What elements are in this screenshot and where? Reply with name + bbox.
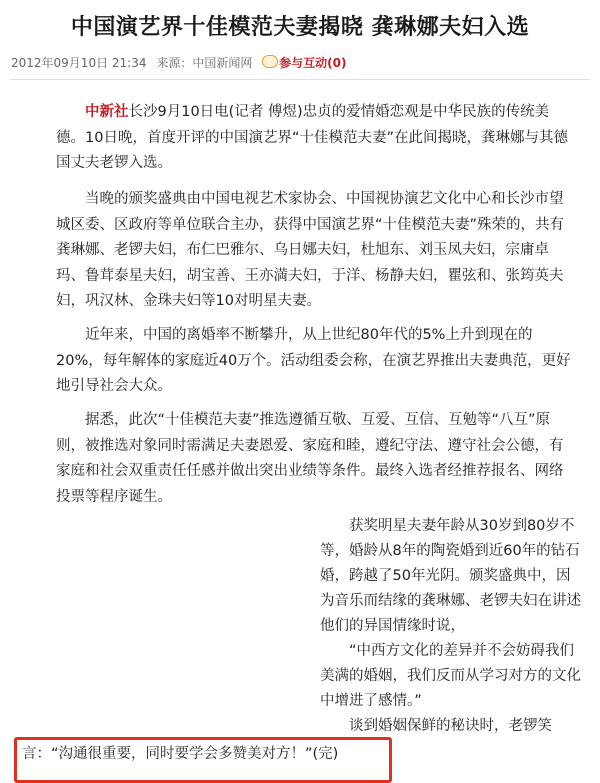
interact-link[interactable]: 参与互动(0) <box>279 56 347 70</box>
article-source: 来源：中国新闻网 <box>156 56 253 70</box>
comment-bubble-icon <box>262 55 278 68</box>
paragraph-6: 谈到婚姻保鲜的秘诀时，老锣笑 <box>349 718 552 734</box>
paragraph-1-text: 长沙9月10日电(记者 傅煜)忠贞的爱情婚恋观是中华民族的传统美德。10日晚，首度开评的中国演艺界“十佳模范夫妻”在此间揭晓，龚琳娜与其德国丈夫老锣入选。 <box>56 104 568 171</box>
paragraph-3: 近年来，中国的离婚率不断攀升，从上世纪80年代的5%上升到现在的20%，每年解体的家庭近40万个。活动组委会称，在演艺界推出夫妻典范，更好地引导社会大众。 <box>56 327 571 394</box>
publish-date: 2012年09月10日 21:34 <box>11 56 147 70</box>
paragraph-1 <box>56 100 576 177</box>
paragraph-5: 获奖明星夫妻年龄从30岁到80岁不等，婚龄从8年的陶瓷婚到近60年的钻石婚，跨越了50年光阴。颁奖盛典中，因为音乐而结缘的龚琳娜、老锣夫妇在讲述他们的异国情缘时说， <box>320 518 581 634</box>
article-title: 中国演艺界十佳模范夫妻揭晓 龚琳娜夫妇入选 <box>70 15 530 40</box>
paragraph-6-continuation: 言：“沟通很重要，同时要学会多赞美对方！”(完) <box>22 746 339 762</box>
agency-name[interactable]: 中新社 <box>85 104 129 120</box>
article-meta <box>11 54 352 71</box>
paragraph-4: 据悉，此次“十佳模范夫妻”推选遵循互敬、互爱、互信、互勉等“八互”原则，被推选对象同时需满足夫妻恩爱、家庭和睦，遵纪守法、遵守社会公德，有家庭和社会双重责任任感并做出突出业绩等条件。最终入选者经推荐报名、网络投票等程序诞生。 <box>56 412 564 505</box>
paragraph-5-quote: “中西方文化的差异并不会妨碍我们美满的婚姻，我们反而从学习对方的文化中增进了感情。” <box>320 643 581 709</box>
header-divider <box>10 79 590 80</box>
paragraph-2: 当晚的颁奖盛典由中国电视艺术家协会、中国视协演艺文化中心和长沙市望城区委、区政府等单位联合主办，获得中国演艺界“十佳模范夫妻”殊荣的，共有龚琳娜、老锣夫妇，布仁巴雅尔、乌日娜夫妇，杜旭东、刘玉凤夫妇，宗庸卓玛、鲁茸泰星夫妇，胡宝善、王亦満夫妇，于洋、杨静夫妇，瞿弦和、张筠英夫妇，巩汉林、金珠夫妇等10对明星夫妻。 <box>56 191 565 309</box>
